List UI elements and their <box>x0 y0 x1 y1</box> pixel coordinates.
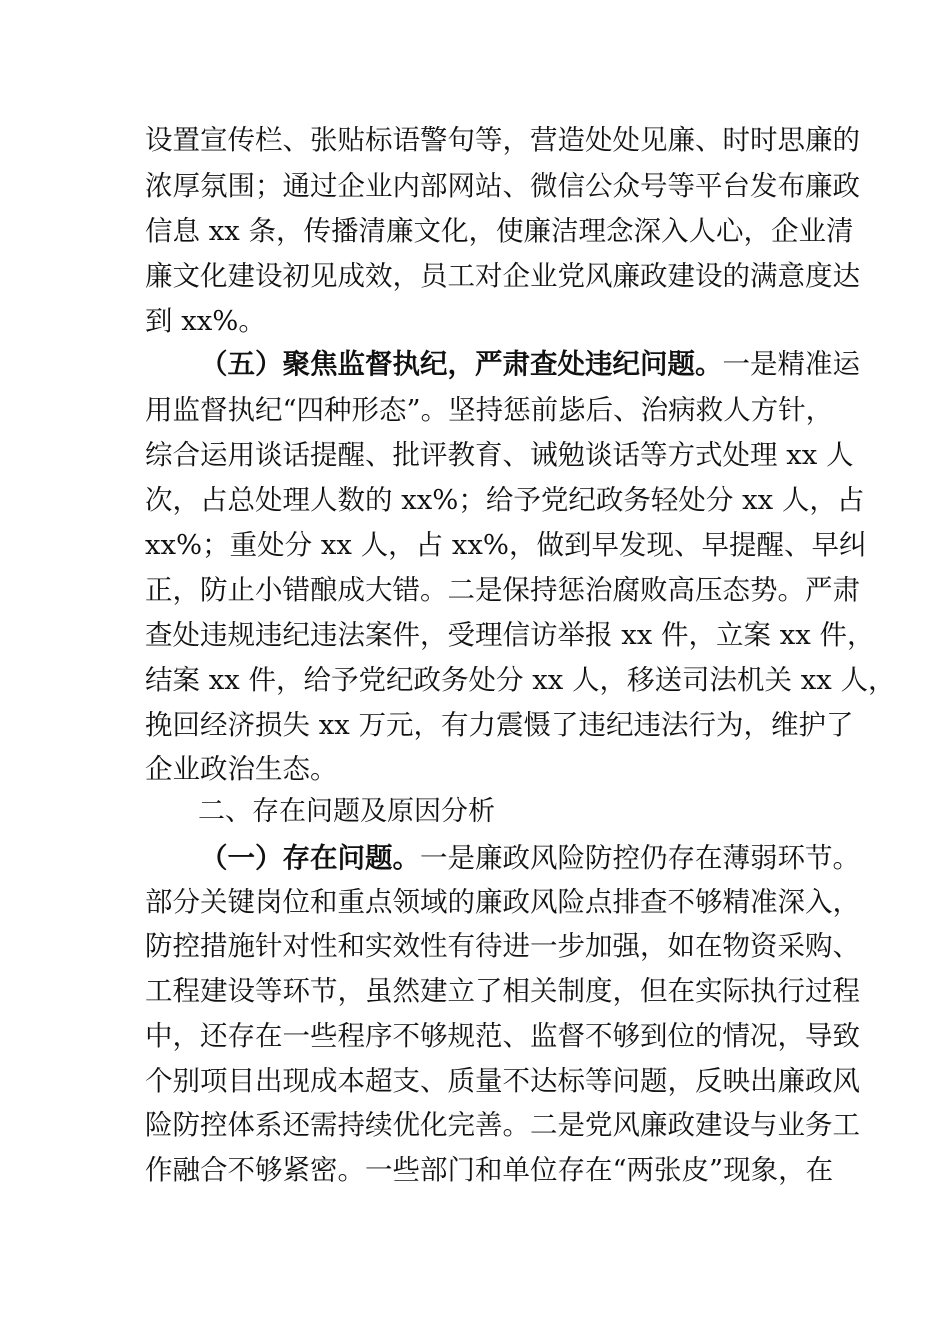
paragraph-line: 浓厚氛围；通过企业内部网站、微信公众号等平台发布廉政 <box>145 170 860 202</box>
paragraph-line: xx%；重处分 xx 人，占 xx%，做到早发现、早提醒、早纠 <box>145 529 867 561</box>
paragraph-text: 一是精准运 <box>722 348 860 380</box>
paragraph-line: 设置宣传栏、张贴标语警句等，营造处处见廉、时时思廉的 <box>145 124 860 156</box>
paragraph-line: 中，还存在一些程序不够规范、监督不够到位的情况，导致 <box>145 1020 860 1052</box>
paragraph-line: 企业政治生态。 <box>145 753 338 785</box>
paragraph-line: 险防控体系还需持续优化完善。二是党风廉政建设与业务工 <box>145 1109 860 1141</box>
paragraph-line: 廉文化建设初见成效，员工对企业党风廉政建设的满意度达 <box>145 260 860 292</box>
paragraph-line: 作融合不够紧密。一些部门和单位存在“两张皮”现象，在 <box>145 1154 834 1186</box>
paragraph-lead-line <box>200 835 860 881</box>
section-heading: 二、存在问题及原因分析 <box>198 796 495 827</box>
subheading-lead: （一）存在问题。 <box>200 842 420 874</box>
paragraph-lead-line <box>200 341 860 387</box>
paragraph-line: 结案 xx 件，给予党纪政务处分 xx 人，移送司法机关 xx 人， <box>145 664 896 696</box>
paragraph-line: 个别项目出现成本超支、质量不达标等问题，反映出廉政风 <box>145 1065 860 1097</box>
paragraph-line: 防控措施针对性和实效性有待进一步加强，如在物资采购、 <box>145 930 860 962</box>
paragraph-line: 工程建设等环节，虽然建立了相关制度，但在实际执行过程 <box>145 975 860 1007</box>
paragraph-line: 用监督执纪“四种形态”。坚持惩前毖后、治病救人方针， <box>145 394 834 426</box>
paragraph-line: 综合运用谈话提醒、批评教育、诫勉谈话等方式处理 xx 人 <box>145 439 854 471</box>
paragraph-line: 挽回经济损失 xx 万元，有力震慑了违纪违法行为，维护了 <box>145 709 854 741</box>
subheading-lead: （五）聚焦监督执纪，严肃查处违纪问题。 <box>200 348 723 380</box>
paragraph-text: 一是廉政风险防控仍存在薄弱环节。 <box>420 842 860 874</box>
paragraph-line: 部分关键岗位和重点领域的廉政风险点排查不够精准深入， <box>145 886 860 918</box>
paragraph-line: 查处违规违纪违法案件，受理信访举报 xx 件，立案 xx 件， <box>145 619 875 651</box>
paragraph-line: 次，占总处理人数的 xx%；给予党纪政务轻处分 xx 人，占 <box>145 484 865 516</box>
paragraph-line: 信息 xx 条，传播清廉文化，使廉洁理念深入人心，企业清 <box>145 215 854 247</box>
paragraph-line: 到 xx%。 <box>145 305 266 337</box>
paragraph-line: 正，防止小错酿成大错。二是保持惩治腐败高压态势。严肃 <box>145 574 860 606</box>
